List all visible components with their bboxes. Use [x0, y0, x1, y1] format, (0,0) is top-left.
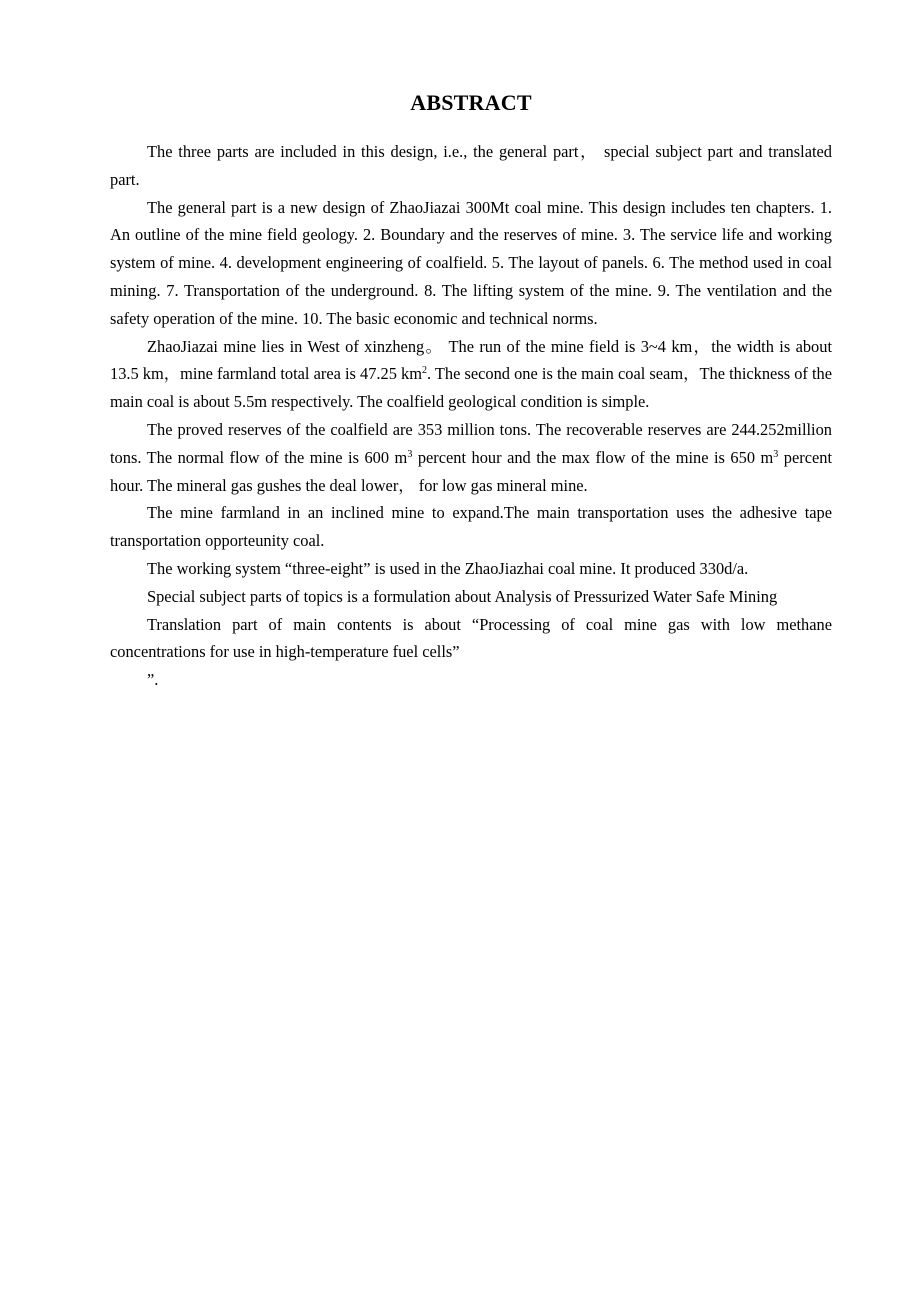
paragraph-transportation: The mine farmland in an inclined mine to expand.The main transportation uses the adhesive tape transportation opporteunity coal.	[110, 503, 832, 551]
paragraph-special-subject: Special subject parts of topics is a formulation about Analysis of Pressurized Water Safe Mining	[147, 586, 778, 606]
paragraph-closing-quote: ”.	[147, 670, 159, 690]
paragraph-working-system: The working system “three-eight” is used in the ZhaoJiazhai coal mine. It produced 330d/a.	[147, 558, 749, 578]
abstract-title: ABSTRACT	[410, 90, 532, 115]
paragraph-general-part: The general part is a new design of ZhaoJiazai 300Mt coal mine. This design includes ten chapters. 1. An outline of the mine field geology. 2. Boundary and the reserves of mine. 3. The service life and working system of mine. 4. development engineering of coalfield. 5. The layout of panels. 6. The method used in coal mining. 7. Transportation of the underground. 8. The lifting system of the mine. 9. The ventilation and the safety operation of the mine. 10. The basic economic and technical norms.	[110, 197, 832, 328]
area-unit-superscript: 2	[421, 365, 427, 377]
normal-flow-unit-superscript: 3	[407, 448, 413, 460]
mine-location-text-2: . The second one is the main coal seam，The thickness of the main coal is about 5.5m respectively. The coalfield geological condition is simple.	[110, 364, 832, 412]
abstract-body	[110, 138, 832, 694]
mine-location-text-1: ZhaoJiazai mine lies in West of xinzheng。 The run of the mine field is 3~4 km，the width is about 13.5 km，mine farmland total area is 47.25 km	[110, 336, 832, 384]
reserves-text-1: The proved reserves of the coalfield are 353 million tons. The recoverable reserves are 244.252million tons. The normal flow of the mine is 600 m	[110, 419, 832, 467]
paragraph-intro: The three parts are included in this design, i.e., the general part， special subject part and translated part.	[110, 142, 832, 189]
paragraph-mine-location	[110, 333, 832, 416]
paragraph-reserves	[110, 416, 832, 499]
reserves-text-2: percent hour and the max flow of the mine is 650 m	[412, 447, 774, 467]
reserves-text-3: percent hour. The mineral gas gushes the deal lower， for low gas mineral mine.	[110, 447, 832, 495]
paragraph-translation: Translation part of main contents is about “Processing of coal mine gas with low methane concentrations for use in high-temperature fuel cells”	[110, 614, 832, 662]
max-flow-unit-superscript: 3	[773, 448, 779, 460]
